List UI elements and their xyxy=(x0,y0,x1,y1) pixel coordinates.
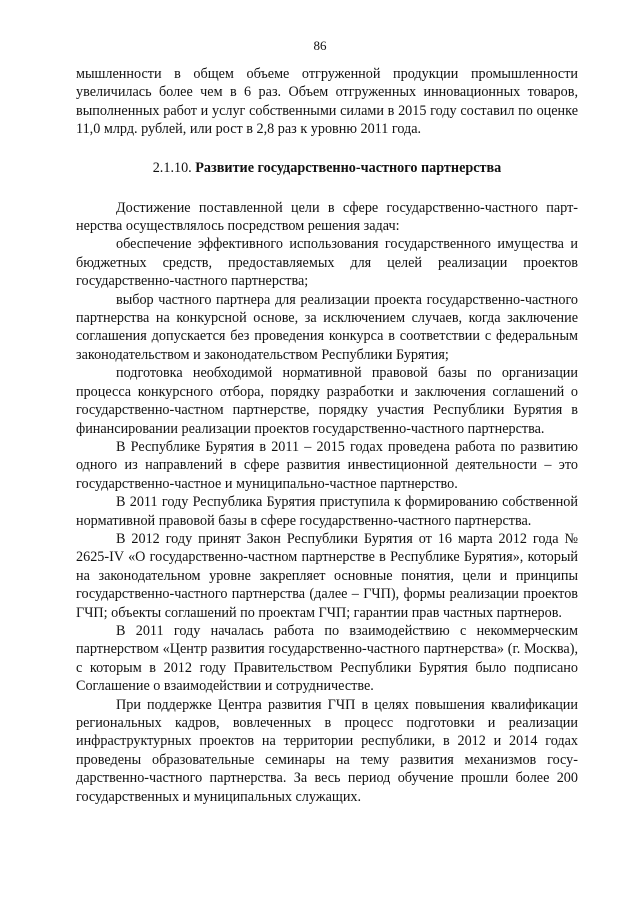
page-number: 86 xyxy=(313,38,327,53)
paragraph: мышленности в общем объеме отгруженной продукции промышленности увеличилась более чем в 6 раз. Объем отгруженных инновационных товаров, выполненных работ и услуг собственными силами в 2015 году составил по оценке 11,0 млрд. рублей, или рост в 2,8 раз к уровню 2011 года. xyxy=(76,66,578,138)
paragraph: выбор частного партнера для реализации проекта государственно-частного партнерства на конкурсной основе, за исключением случаев, когда заключение соглашения допускается без проведения конкурса в соответствии с федеральным законодательством и законодательством Республики Бурятия; xyxy=(76,291,578,363)
section-title: Развитие государственно-частного партнерства xyxy=(195,159,502,176)
paragraph: При поддержке Центра развития ГЧП в целях повышения квалификации региональных кадров, вовлеченных в процесс подготовки и реализации инфраструктурных проектов на территории республики, в 2012 и 2014 годах проведены образовательные семинары на тему развития механизмов государственно-частного партнерства. За весь период обучение прошли более 200 государственных и муниципальных служащих. xyxy=(76,696,578,805)
paragraph: подготовка необходимой нормативной правовой базы по организации процесса конкурсного отбора, порядку разработки и заключения соглашений о государственно-частном партнерстве, порядку участия Республики Бурятия в финансировании реализации проектов государственно-частного партнерства. xyxy=(76,365,578,437)
paragraph: В 2012 году принят Закон Республики Бурятия от 16 марта 2012 года № 2625-IV «О государственно-частном партнерстве в Республике Бурятия», который на законодательном уровне закрепляет основные понятия, цели и принципы государственно-частного партнерства (далее – ГЧП), формы реализации проектов ГЧП; объекты соглашений по проектам ГЧП; гарантии прав частных партнеров. xyxy=(76,530,578,621)
paragraph: В 2011 году началась работа по взаимодействию с некоммерческим партнерством «Центр развития государственно-частного партнерства» (г. Москва), с которым в 2012 году Правительством Республики Бурятия было подписано Соглашение о взаимодействии и сотрудничестве. xyxy=(76,622,578,695)
section-heading xyxy=(76,159,578,177)
paragraph: Достижение поставленной цели в сфере государственно-частного партнерства осуществлялось посредством решения задач: xyxy=(76,199,578,235)
paragraph: В 2011 году Республика Бурятия приступила к формированию собственной нормативной правовой базы в сфере государственно-частного партнерства. xyxy=(76,494,578,529)
body-text xyxy=(76,65,578,806)
paragraph: В Республике Бурятия в 2011 – 2015 годах проведена работа по развитию одного из направлений в сфере развития инвестиционной деятельности – это государственно-частное и муниципально-частное партнерство. xyxy=(76,438,578,492)
section-number: 2.1.10. xyxy=(152,159,192,176)
paragraph: обеспечение эффективного использования государственного имущества и бюджетных средств, предоставляемых для целей реализации проектов государственно-частного партнерства; xyxy=(76,236,578,290)
